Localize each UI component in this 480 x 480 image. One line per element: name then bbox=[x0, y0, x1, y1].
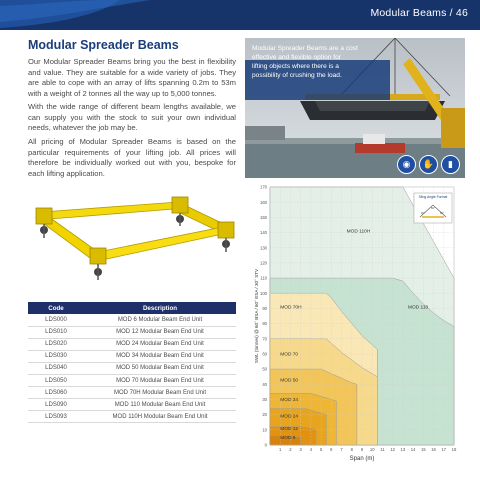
x-tick-label: 12 bbox=[390, 447, 396, 452]
description-column-header: Description bbox=[84, 302, 236, 314]
table-row bbox=[28, 326, 236, 338]
code-table bbox=[28, 302, 236, 423]
description-cell: MOD 70 Modular Beam End Unit bbox=[84, 374, 236, 386]
section-title: Modular Spreader Beams bbox=[28, 38, 179, 52]
table-header-row bbox=[28, 302, 236, 314]
code-cell: LDS040 bbox=[28, 362, 84, 374]
pricing-paragraph: All pricing of Modular Spreader Beams is based on the particular requirements of your lifting job. All prices will therefore be individually worked out with you, bespoke for each lifting application. bbox=[28, 137, 236, 178]
description-cell: MOD 50 Modular Beam End Unit bbox=[84, 362, 236, 374]
description-cell: MOD 110H Modular Beam End Unit bbox=[84, 411, 236, 423]
y-tick-label: 30 bbox=[262, 397, 267, 403]
table-row bbox=[28, 387, 236, 399]
x-tick-label: 8 bbox=[350, 447, 353, 452]
series-label: MOD 34 bbox=[280, 397, 299, 403]
description-cell: MOD 6 Modular Beam End Unit bbox=[84, 314, 236, 326]
table-row bbox=[28, 362, 236, 374]
x-tick-label: 16 bbox=[431, 447, 436, 452]
header-bar bbox=[0, 0, 480, 30]
description-cell: MOD 12 Modular Beam End Unit bbox=[84, 326, 236, 338]
inset-title: Sling Angle Format bbox=[418, 195, 448, 199]
x-tick-label: 5 bbox=[319, 447, 323, 452]
table-row bbox=[28, 338, 236, 350]
code-cell: LDS093 bbox=[28, 411, 84, 423]
code-cell: LDS000 bbox=[28, 314, 84, 326]
y-tick-label: 160 bbox=[260, 199, 267, 205]
page-title: Modular Beams / 46 bbox=[370, 7, 468, 19]
safety-icons bbox=[397, 155, 460, 174]
description-cell: MOD 70H Modular Beam End Unit bbox=[84, 387, 236, 399]
table-row bbox=[28, 411, 236, 423]
y-axis-label: SWL (tonnes) @ 60° BSA / 60° ESA / 30° STV bbox=[254, 268, 259, 364]
chart-canvas bbox=[252, 181, 466, 469]
series-label: MOD 12 bbox=[280, 426, 299, 432]
y-tick-label: 90 bbox=[262, 306, 267, 312]
swl-span-chart bbox=[252, 181, 466, 469]
series-label: MOD 6 bbox=[280, 435, 296, 441]
series-label: MOD 70H bbox=[280, 305, 302, 311]
y-tick-label: 0 bbox=[264, 442, 267, 448]
code-cell: LDS060 bbox=[28, 387, 84, 399]
code-column-header: Code bbox=[28, 302, 84, 314]
code-cell: LDS090 bbox=[28, 399, 84, 411]
y-tick-label: 110 bbox=[260, 275, 267, 281]
y-tick-label: 80 bbox=[262, 321, 267, 327]
glove-icon: ✋ bbox=[419, 155, 438, 174]
y-tick-label: 150 bbox=[260, 214, 267, 220]
inset-angle-label: 30° bbox=[420, 211, 426, 215]
x-tick-label: 3 bbox=[299, 447, 302, 452]
x-tick-label: 11 bbox=[380, 447, 385, 452]
description-cell: MOD 34 Modular Beam End Unit bbox=[84, 350, 236, 362]
photo-caption: Modular Spreader Beams are a cost effective and flexible option for lifting objects where there is a possibility of crushing the load. bbox=[252, 45, 358, 79]
y-tick-label: 20 bbox=[262, 412, 267, 418]
x-tick-label: 15 bbox=[420, 447, 426, 452]
x-tick-label: 18 bbox=[451, 447, 457, 452]
series-label: MOD 110 bbox=[408, 305, 429, 311]
series-label: MOD 50 bbox=[280, 378, 299, 384]
table-row bbox=[28, 314, 236, 326]
y-tick-label: 10 bbox=[262, 427, 267, 433]
x-tick-label: 6 bbox=[330, 447, 333, 452]
table-row bbox=[28, 399, 236, 411]
x-tick-label: 2 bbox=[289, 447, 292, 452]
x-tick-label: 1 bbox=[279, 447, 282, 452]
table-row bbox=[28, 350, 236, 362]
inset-angle-label: 60° bbox=[439, 211, 445, 215]
x-axis-label: Span (m) bbox=[349, 456, 375, 462]
y-tick-label: 130 bbox=[260, 245, 267, 251]
y-tick-label: 50 bbox=[262, 366, 267, 372]
y-tick-label: 140 bbox=[260, 230, 267, 236]
description-cell: MOD 110 Modular Beam End Unit bbox=[84, 399, 236, 411]
range-paragraph: With the wide range of different beam lengths available, we can supply you with the stock to suit your own individual needs, whatever the job may be. bbox=[28, 102, 236, 133]
boot-icon: ▮ bbox=[441, 155, 460, 174]
x-tick-label: 14 bbox=[410, 447, 416, 452]
intro-paragraph: Our Modular Spreader Beams bring you the best in flexibility and value. They are suitable for a wide variety of jobs. They are able to cope with an array of lifts spanning 0.2m to 53m with a weight of 2 tonnes all the way up to 5,000 tonnes. bbox=[28, 57, 236, 98]
x-tick-label: 4 bbox=[309, 447, 313, 452]
inset-angle-label: 60° bbox=[430, 206, 436, 210]
x-tick-label: 7 bbox=[340, 447, 343, 452]
code-cell: LDS050 bbox=[28, 374, 84, 386]
y-tick-label: 170 bbox=[260, 184, 267, 190]
y-tick-label: 100 bbox=[260, 290, 267, 296]
x-tick-label: 17 bbox=[441, 447, 447, 452]
code-cell: LDS030 bbox=[28, 350, 84, 362]
x-tick-label: 13 bbox=[400, 447, 406, 452]
series-label: MOD 24 bbox=[280, 414, 299, 420]
table-row bbox=[28, 374, 236, 386]
y-tick-label: 70 bbox=[262, 336, 267, 342]
code-cell: LDS010 bbox=[28, 326, 84, 338]
series-label: MOD 70 bbox=[280, 352, 299, 358]
hard-hat-icon: ◉ bbox=[397, 155, 416, 174]
y-tick-label: 120 bbox=[260, 260, 267, 266]
y-tick-label: 60 bbox=[262, 351, 267, 357]
series-label: MOD 110H bbox=[346, 229, 371, 235]
x-tick-label: 10 bbox=[369, 447, 375, 452]
description-cell: MOD 24 Modular Beam End Unit bbox=[84, 338, 236, 350]
spreader-beam-illustration bbox=[28, 182, 236, 292]
y-tick-label: 40 bbox=[262, 381, 267, 387]
x-tick-label: 9 bbox=[360, 447, 364, 452]
code-cell: LDS020 bbox=[28, 338, 84, 350]
